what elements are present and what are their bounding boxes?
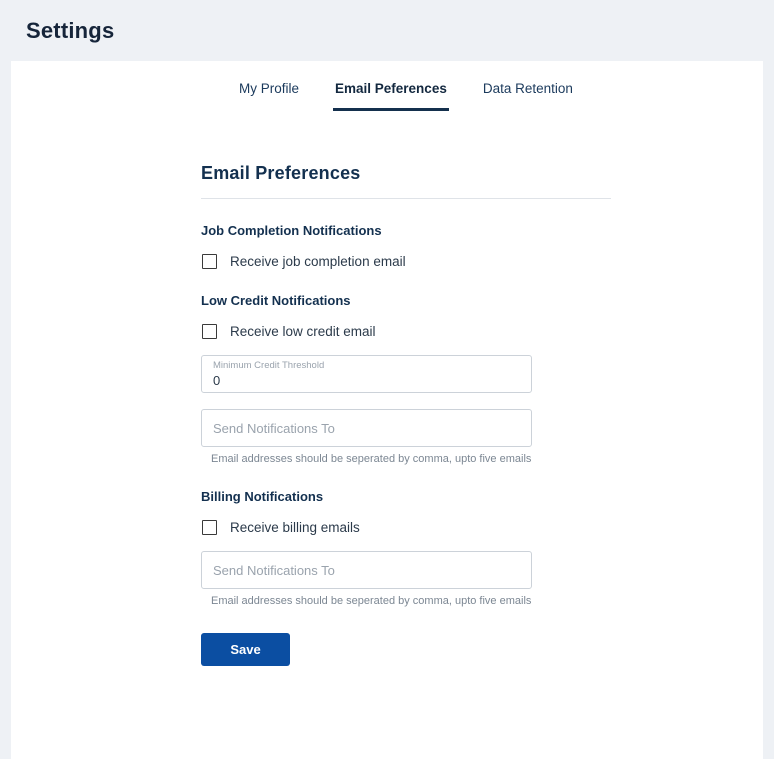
save-button[interactable]: Save xyxy=(201,633,290,666)
tab-my-profile[interactable]: My Profile xyxy=(239,81,300,96)
minimum-credit-threshold-input[interactable] xyxy=(202,356,531,392)
group-title-job-completion: Job Completion Notifications xyxy=(201,223,382,238)
tab-email-preferences[interactable]: Email Peferences xyxy=(333,75,449,111)
section-divider xyxy=(201,198,611,199)
tab-data-retention[interactable]: Data Retention xyxy=(482,81,573,96)
billing-checkbox[interactable] xyxy=(202,520,217,535)
section-title: Email Preferences xyxy=(201,163,361,183)
job-completion-checkbox-row[interactable] xyxy=(201,254,763,269)
job-completion-checkbox[interactable] xyxy=(202,254,217,269)
billing-helper-text: Email addresses should be seperated by comma, upto five emails xyxy=(211,595,532,607)
settings-tabs xyxy=(11,61,763,111)
email-preferences-form xyxy=(11,163,763,666)
low-credit-checkbox[interactable] xyxy=(202,324,217,339)
billing-recipients-field[interactable] xyxy=(201,551,532,589)
group-title-billing: Billing Notifications xyxy=(201,489,324,504)
billing-checkbox-label: Receive billing emails xyxy=(230,520,360,535)
billing-checkbox-row[interactable] xyxy=(201,520,763,535)
settings-card xyxy=(11,61,763,759)
billing-recipients-input[interactable] xyxy=(202,552,531,588)
minimum-credit-threshold-field[interactable] xyxy=(201,355,532,393)
low-credit-recipients-input[interactable] xyxy=(202,410,531,446)
group-title-low-credit: Low Credit Notifications xyxy=(201,293,351,308)
page-title: Settings xyxy=(26,17,115,43)
low-credit-recipients-field[interactable] xyxy=(201,409,532,447)
job-completion-checkbox-label: Receive job completion email xyxy=(230,254,406,269)
page-header xyxy=(0,0,774,61)
low-credit-checkbox-row[interactable] xyxy=(201,324,763,339)
low-credit-helper-text: Email addresses should be seperated by comma, upto five emails xyxy=(211,453,532,465)
minimum-credit-threshold-label: Minimum Credit Threshold xyxy=(213,360,325,371)
low-credit-checkbox-label: Receive low credit email xyxy=(230,324,376,339)
